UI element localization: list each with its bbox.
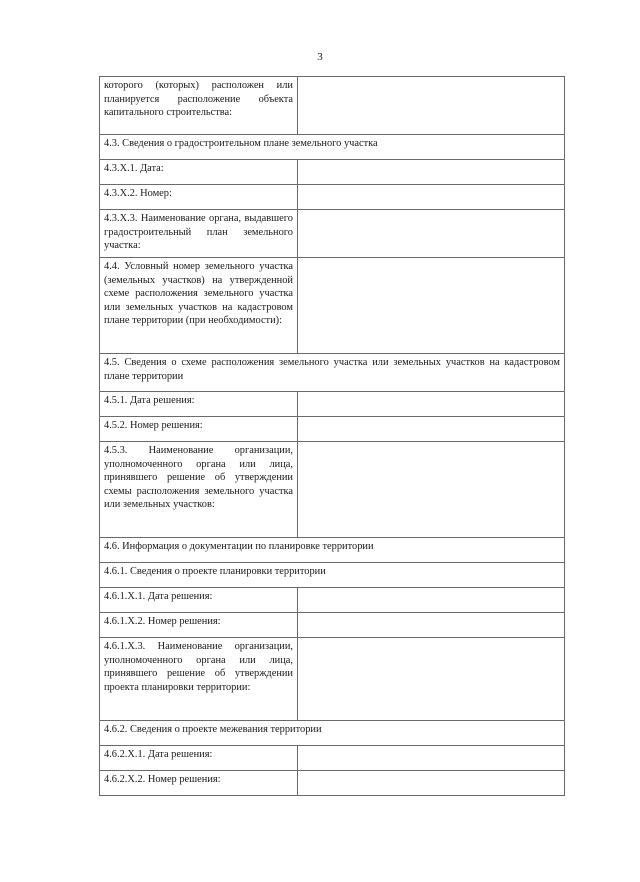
table-row bbox=[100, 746, 565, 771]
field-label: 4.6.1.X.3. Наименование организации, уполномоченного органа или лица, принявшего решение об утверждении проекта планировки территории: bbox=[100, 638, 298, 721]
section-row bbox=[100, 721, 565, 746]
field-value-cell[interactable] bbox=[298, 638, 565, 721]
field-label: 4.6.1.X.2. Номер решения: bbox=[100, 613, 298, 638]
table-row bbox=[100, 588, 565, 613]
field-value-cell[interactable] bbox=[298, 392, 565, 417]
section-heading: 4.6.2. Сведения о проекте межевания территории bbox=[100, 721, 565, 746]
table-row bbox=[100, 77, 565, 135]
field-value-cell[interactable] bbox=[298, 210, 565, 258]
table-row bbox=[100, 258, 565, 354]
field-label: 4.5.2. Номер решения: bbox=[100, 417, 298, 442]
table-row bbox=[100, 771, 565, 796]
field-label: 4.6.2.X.1. Дата решения: bbox=[100, 746, 298, 771]
field-value-cell[interactable] bbox=[298, 417, 565, 442]
section-heading: 4.3. Сведения о градостроительном плане земельного участка bbox=[100, 135, 565, 160]
field-value-cell[interactable] bbox=[298, 613, 565, 638]
field-value-cell[interactable] bbox=[298, 442, 565, 538]
table-row bbox=[100, 185, 565, 210]
field-value-cell[interactable] bbox=[298, 258, 565, 354]
section-heading: 4.5. Сведения о схеме расположения земельного участка или земельных участков на кадастровом плане территории bbox=[100, 354, 565, 392]
table-row bbox=[100, 160, 565, 185]
table-row bbox=[100, 442, 565, 538]
field-label: 4.6.1.X.1. Дата решения: bbox=[100, 588, 298, 613]
field-label: 4.3.X.2. Номер: bbox=[100, 185, 298, 210]
field-label: 4.5.3. Наименование организации, уполномоченного органа или лица, принявшего решение об утверждении схемы расположения земельного участка или земельных участков: bbox=[100, 442, 298, 538]
field-value-cell[interactable] bbox=[298, 77, 565, 135]
page-number: 3 bbox=[317, 51, 323, 63]
table-row bbox=[100, 392, 565, 417]
section-heading: 4.6. Информация о документации по планировке территории bbox=[100, 538, 565, 563]
table-row bbox=[100, 613, 565, 638]
field-label: 4.5.1. Дата решения: bbox=[100, 392, 298, 417]
field-value-cell[interactable] bbox=[298, 771, 565, 796]
field-value-cell[interactable] bbox=[298, 160, 565, 185]
section-row bbox=[100, 135, 565, 160]
field-value-cell[interactable] bbox=[298, 588, 565, 613]
field-label: 4.4. Условный номер земельного участка (земельных участков) на утвержденной схеме расположения земельного участка или земельных участков на кадастровом плане территории (при необходимости): bbox=[100, 258, 298, 354]
field-label: которого (которых) расположен или планируется расположение объекта капитального строительства: bbox=[100, 77, 298, 135]
table-row bbox=[100, 210, 565, 258]
field-value-cell[interactable] bbox=[298, 746, 565, 771]
section-row bbox=[100, 354, 565, 392]
section-heading: 4.6.1. Сведения о проекте планировки территории bbox=[100, 563, 565, 588]
table-row bbox=[100, 638, 565, 721]
form-table-body bbox=[100, 77, 565, 796]
field-label: 4.6.2.X.2. Номер решения: bbox=[100, 771, 298, 796]
table-row bbox=[100, 417, 565, 442]
field-label: 4.3.X.3. Наименование органа, выдавшего градостроительный план земельного участка: bbox=[100, 210, 298, 258]
section-row bbox=[100, 563, 565, 588]
form-table bbox=[99, 76, 565, 796]
field-value-cell[interactable] bbox=[298, 185, 565, 210]
section-row bbox=[100, 538, 565, 563]
field-label: 4.3.X.1. Дата: bbox=[100, 160, 298, 185]
